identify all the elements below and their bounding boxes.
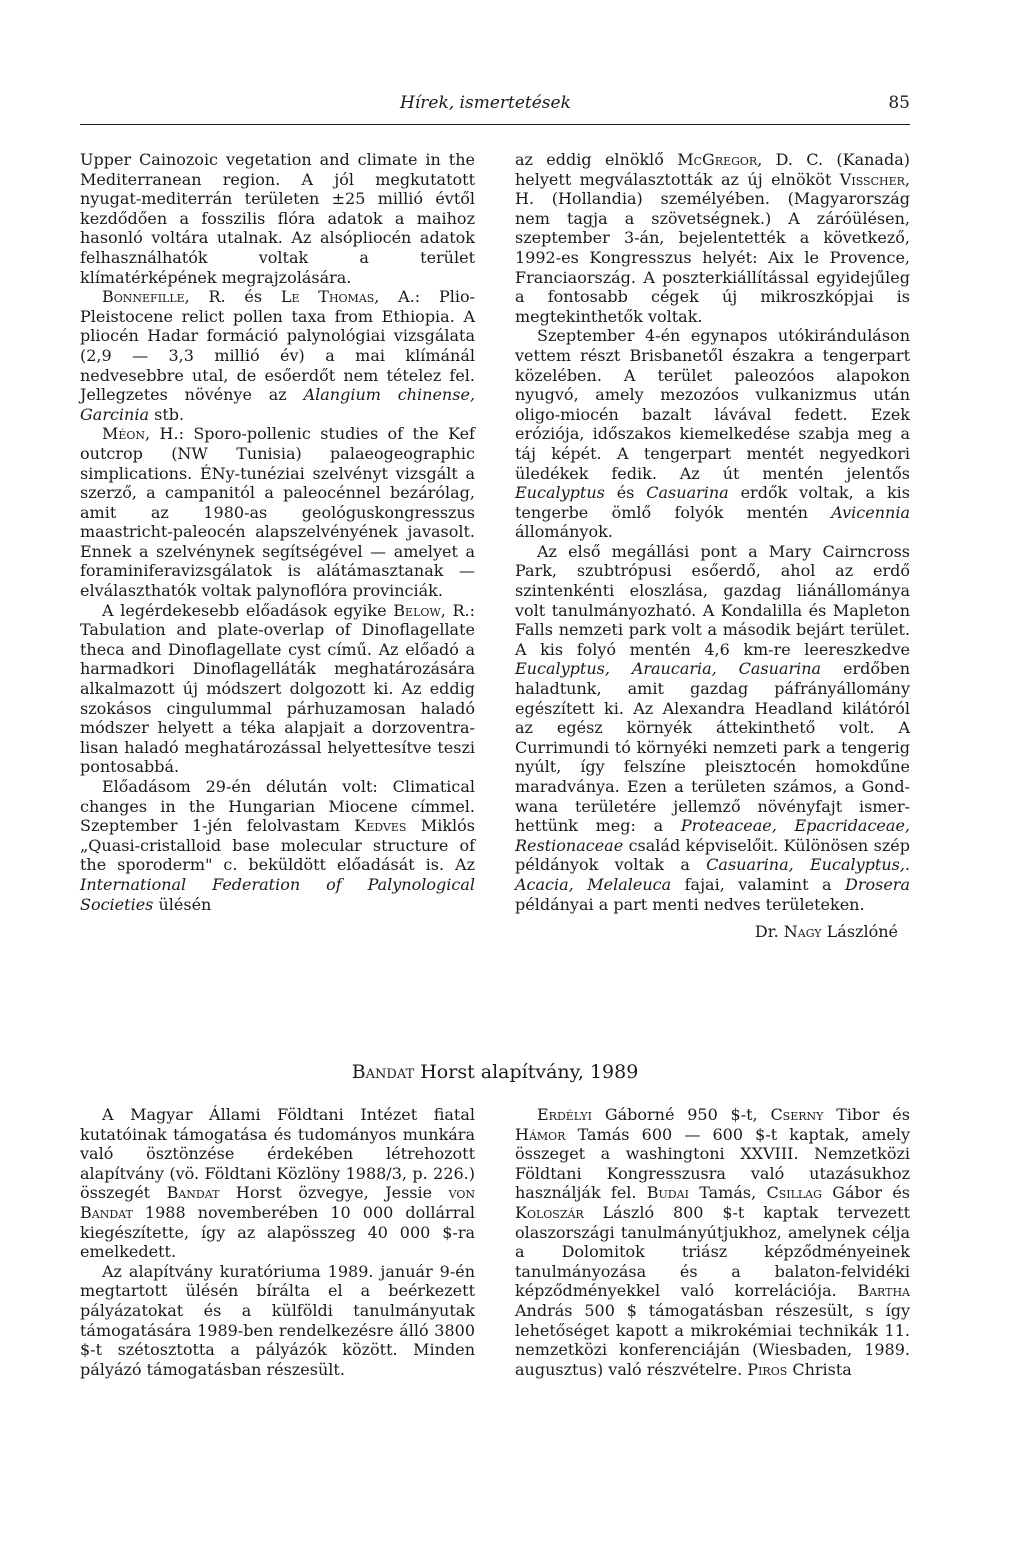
section-title: Bandat Horst alapítvány, 1989 — [351, 1061, 639, 1083]
running-title: Hírek, ismertetések — [400, 93, 571, 113]
lower-right-column — [515, 1105, 910, 1379]
paragraph: A Magyar Állami Földtani Intézet fiatal kutatóinak támogatása és tudományos munkára való ösztönzése érdekében létrehozott alapítvány (vö. Földtani Közlöny 1988/3, p. 226.) összegét Bandat Horst özvegye, Jessie von Bandat 1988 novemberében 10 000 dollárral kiegészítette, így az alapösszeg 40 000 $-ra emelkedett. — [80, 1105, 475, 1262]
paragraph: Bonnefille, R. és Le Thomas, A.: Plio-Pleistocene relict pollen taxa from Ethiopia. A pliocén Hadar formáció palynológiai vizsgálata (2,9 — 3,3 millió év) a mai klímánál nedvesebbre utal, de esőerdőt nem tételez fel. Jellegzetes növénye az Alangium chinense, Garcinia stb. — [80, 287, 475, 424]
page-header — [80, 93, 910, 117]
paragraph: A legérdekesebb előadások egyike Below, R.: Tabulation and plate-overlap of Dinoflagellate theca and Dinoflagellate cyst című. Az előadó a harmadkori Dinoflagelláták meghatározására alkalmazott új módszert dolgozott ki. Az eddig szokásos cingulummal párhuzamosan haladó módszer helyett a téka alapjait a dorzoventralisan haladó meghatározással helyettesítve teszi pontosabbá. — [80, 600, 475, 777]
paragraph: Upper Cainozoic vegetation and climate in the Mediterranean region. A jól megkutatott nyugat-mediterrán területen ±25 millió évtől kezdődően a fosszilis flóra adatok a maihoz hasonló voltára utalnak. Az alsópliocén adatok felhasználhatók voltak a terület klímatérképének megrajzolására. — [80, 150, 475, 287]
paragraph: Szeptember 4-én egynapos utókiránduláson vettem részt Brisbanetől északra a tengerpart közelében. A terület paleozóos alapokon nyugvó, amely mezozóos vulkanizmus után oligo-miocén bazalt lávával fedett. Ezek eróziója, időszakos kiemelkedése szabja meg a táj képét. A tengerpart mentét negyedkori üledékek fedik. Az út mentén jelentős Eucalyptus és Casuarina erdők voltak, a kis tengerbe ömlő folyók mentén Avicennia állományok. — [515, 326, 910, 542]
paragraph: Méon, H.: Sporo-pollenic studies of the Kef outcrop (NW Tunisia) palaeogeographic simplications. ÉNy-tunéziai szelvényt vizsgált a szerző, a campanitól a paleocénnel bezárólag, amit az 1980-as geológuskongresszus maastricht-paleocén alapszelvényének javasolt. Ennek a szelvénynek segítségével — amelyet a foraminiferavizsgálatok is alátámasztanak — elválaszthatók voltak palynoflóra provinciák. — [80, 424, 475, 601]
header-rule — [80, 124, 910, 125]
author-signature: Dr. Nagy Lászlóné — [754, 922, 898, 942]
paragraph: az eddig elnöklő McGregor, D. C. (Kanada) helyett megválasztották az új elnököt Visscher, H. (Hollandia) személyében. (Magyarország nem tagja a szövetségnek.) A záróülésen, szeptember 3-án, bejelentették a következő, 1992-es Kongresszus helyét: Aix le Provence, Franciaország. A poszterkiállítással egyidejűleg a fontosabb cégek új mikroszkópjai is megtekinthetők voltak. — [515, 150, 910, 326]
paragraph: Az első megállási pont a Mary Cairncross Park, szubtrópusi esőerdő, ahol az erdő szintenkénti eloszlása, gazdag liánállománya volt tanulmányozható. A Kondalilla és Mapleton Falls nemzeti park volt a második bejárt terület. A kis folyó mentén 4,6 km-re leereszkedve Eucalyptus, Araucaria, Casuarina erdőben haladtunk, amit gazdag páfrányállomány egészített ki. Az Alexandra Headland kilátóról az egész környék áttekinthető volt. A Currimundi tó környéki nemzeti park a tengerig nyúlt, így felszíne pleisztocén homokdűne maradványa. Ezen a területen számos, a Gondwana területére jellemző növényfajt ismerhettünk meg: a Proteaceae, Epacridaceae, Restionaceae család képviselőit. Különösen szép példányok voltak a Casuarina, Eucalyptus,. Acacia, Melaleuca fajai, valamint a Drosera példányai a part menti nedves területeken. — [515, 541, 910, 914]
upper-left-column — [80, 150, 475, 914]
page-number: 85 — [888, 93, 910, 113]
paragraph: Előadásom 29-én délután volt: Climatical changes in the Hungarian Miocene címmel. Szeptember 1-jén felolvastam Kedves Miklós „Quasi-cristalloid base molecular structure of the sporoderm" c. beküldött előadását is. Az International Federation of Palynological Societies ülésén — [80, 777, 475, 914]
paragraph: Az alapítvány kuratóriuma 1989. január 9-én megtartott ülésén bírálta el a beérkezett pályázatokat és a külföldi tanulmányutak támogatására 1989-ben rendelkezésre álló 3800 $-t szétosztotta a pályázók között. Minden pályázó támogatásban részesült. — [80, 1261, 475, 1379]
upper-right-column — [515, 150, 910, 942]
paragraph: Erdélyi Gáborné 950 $-t, Cserny Tibor és Hámor Tamás 600 — 600 $-t kaptak, amely összeget a washingtoni XXVIII. Nemzetközi Földtani Kongresszusra való utazásukhoz használják fel. Budai Tamás, Csillag Gábor és Koloszár László 800 $-t kaptak tervezett olaszországi tanulmányútjukhoz, amelynek célja a Dolomitok triász képződményeinek tanulmányozása és a balaton-felvidéki képződményekkel való korrelációja. Bartha András 500 $ támogatásban részesült, s így lehetőséget kapott a mikrokémiai technikák 11. nemzetközi konferenciáján (Wiesbaden, 1989. augusztus) való részvételre. Piros Christa — [515, 1105, 910, 1379]
lower-left-column — [80, 1105, 475, 1379]
